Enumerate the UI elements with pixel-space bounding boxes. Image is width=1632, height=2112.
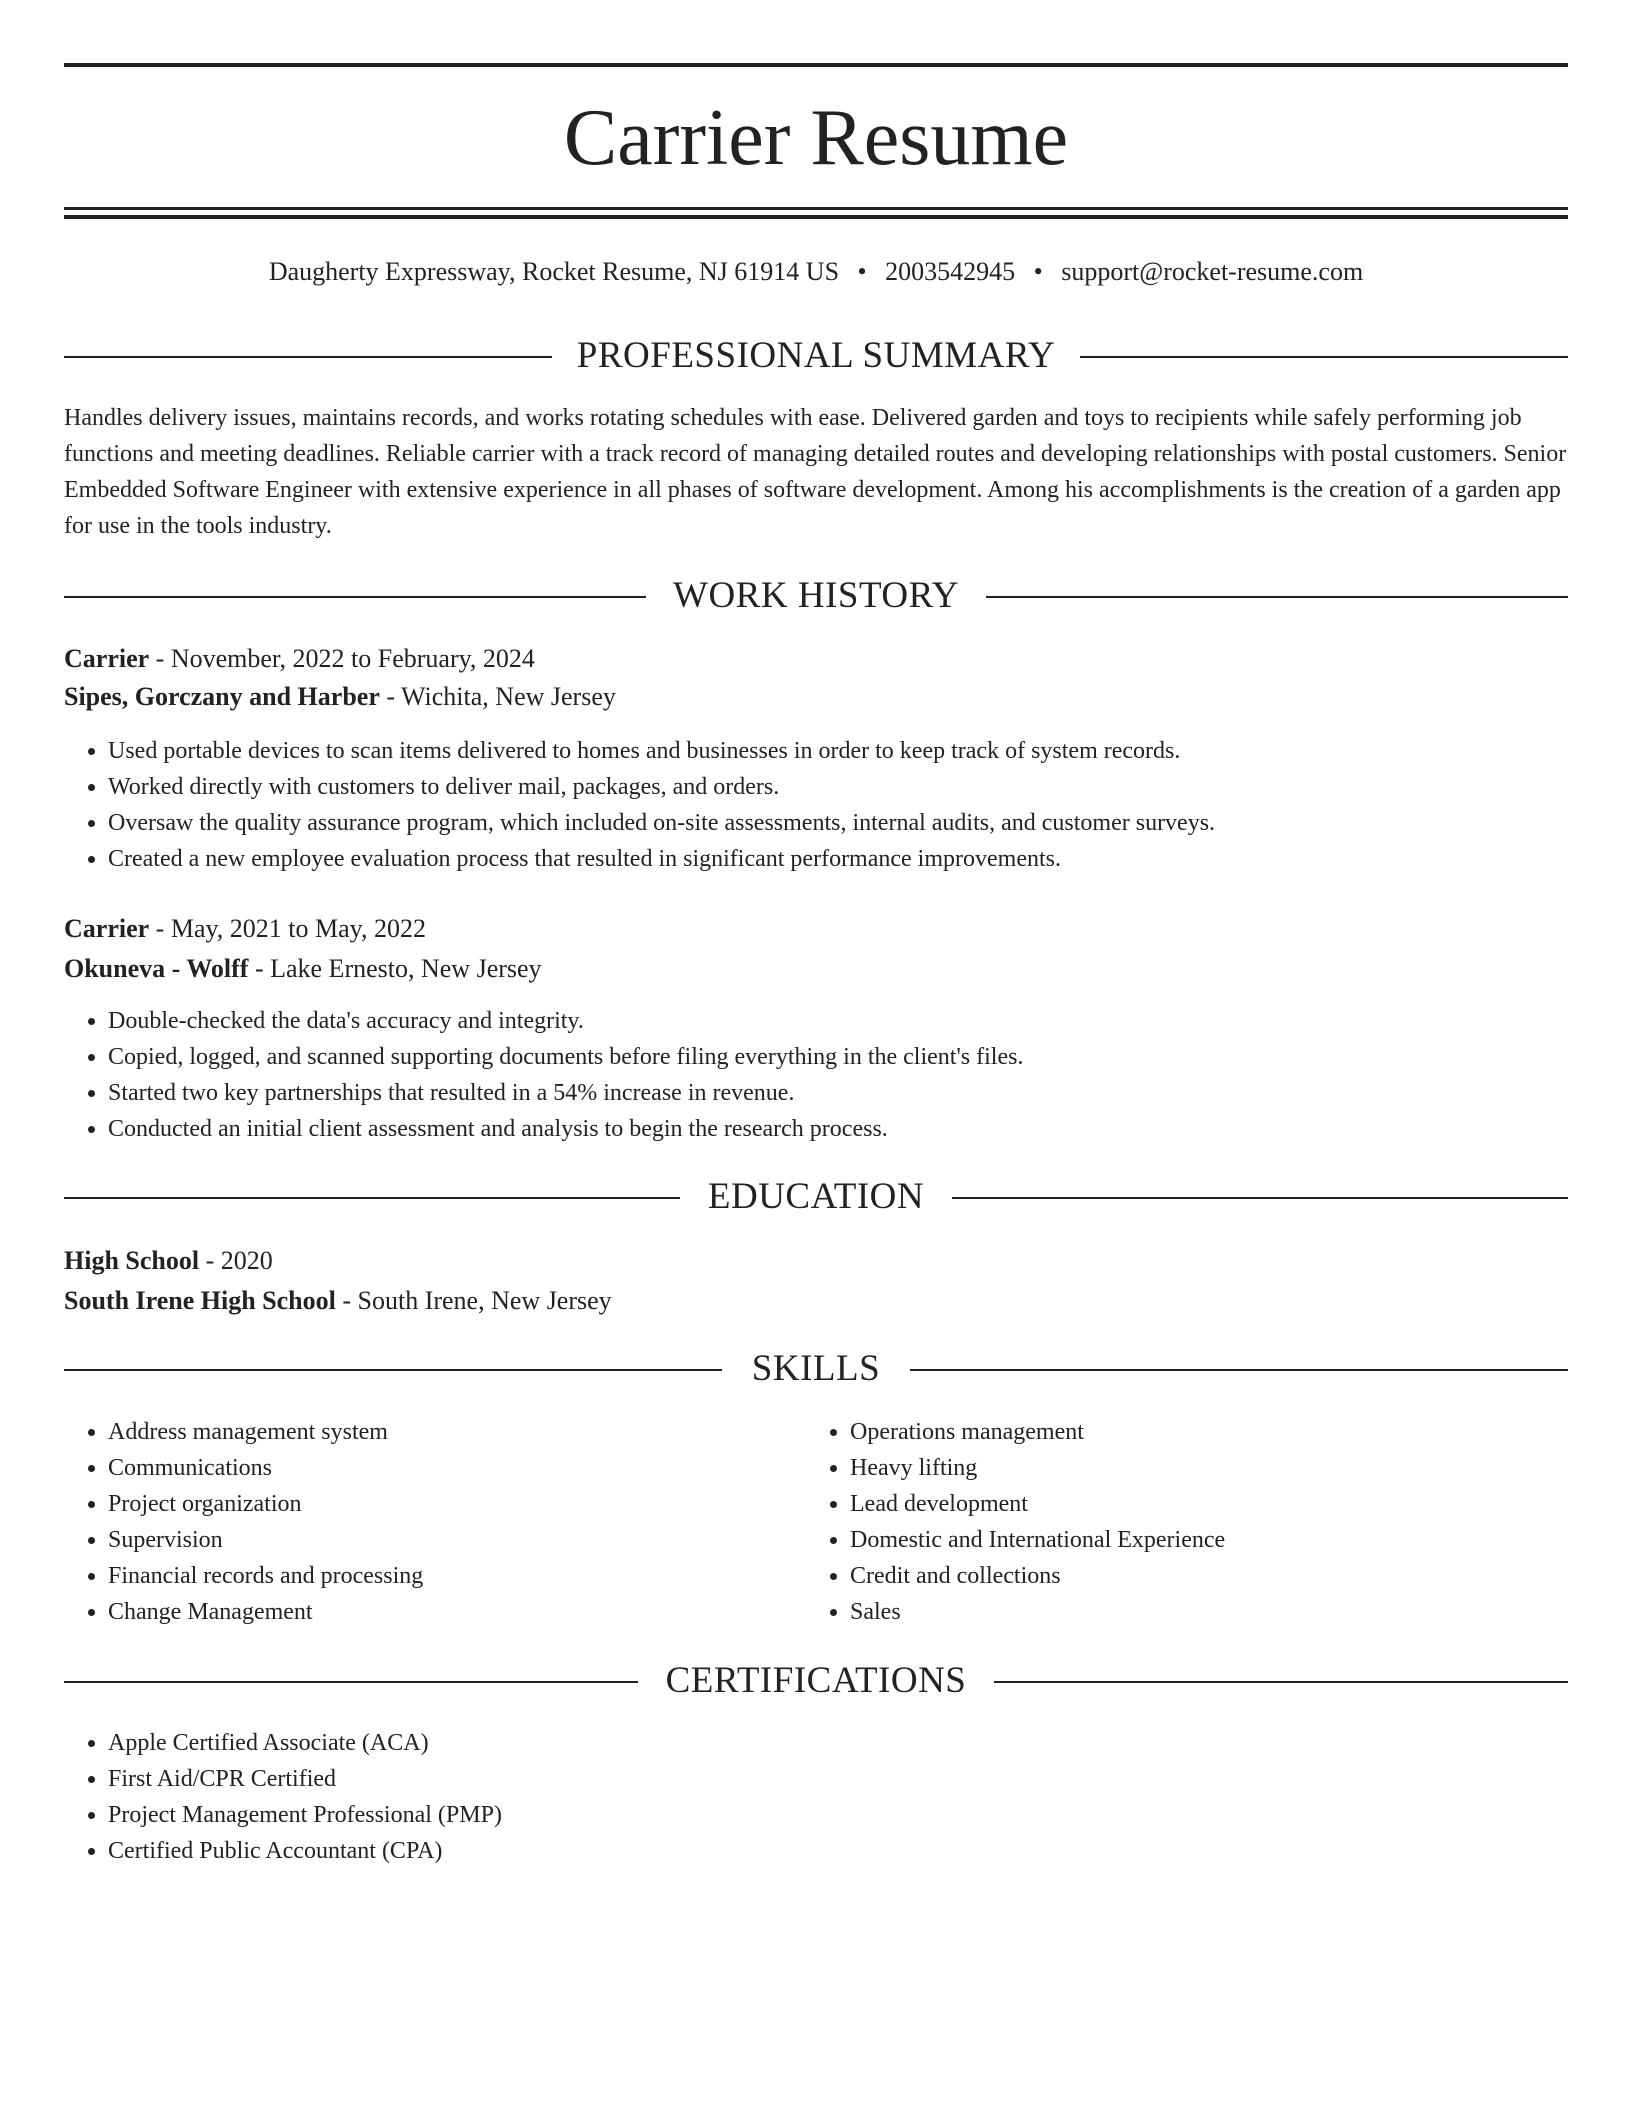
job-dates: - November, 2022 to February, 2024: [149, 644, 535, 673]
certifications-list: [64, 1725, 502, 1869]
list-item: • Oversaw the quality assurance program, which included on-site assessments, internal audits, and customer surveys.: [108, 805, 1215, 841]
job-bullets: [64, 733, 1215, 877]
contact-address: Daugherty Expressway, Rocket Resume, NJ 61914 US: [268, 257, 840, 286]
list-item: • Double-checked the data's accuracy and integrity.: [108, 1003, 1023, 1039]
list-item: • Apple Certified Associate (ACA): [108, 1725, 502, 1761]
section-rule-right: [994, 1681, 1568, 1683]
contact-separator: •: [857, 257, 867, 286]
list-item: • Sales: [850, 1594, 1225, 1630]
section-rule-right: [1080, 356, 1568, 358]
job-company: Sipes, Gorczany and Harber: [64, 682, 380, 711]
contact-separator: •: [1033, 257, 1043, 286]
contact-line: [8, 254, 1624, 290]
education-degree: High School: [64, 1246, 200, 1275]
job-location: - Lake Ernesto, New Jersey: [248, 954, 542, 983]
list-item: • Communications: [108, 1450, 423, 1486]
list-item: • Copied, logged, and scanned supporting documents before filing everything in the client's files.: [108, 1039, 1023, 1075]
list-item: • Operations management: [850, 1414, 1225, 1450]
section-header-skills: [64, 1347, 1568, 1391]
job-company: Okuneva - Wolff: [64, 954, 249, 983]
education-location: - South Irene, New Jersey: [335, 1286, 612, 1315]
list-item: • Financial records and processing: [108, 1558, 423, 1594]
section-header-education: [64, 1175, 1568, 1219]
list-item: • Used portable devices to scan items delivered to homes and businesses in order to keep track of system records.: [108, 733, 1215, 769]
contact-phone: 2003542945: [885, 257, 1016, 286]
list-item: • Project Management Professional (PMP): [108, 1797, 502, 1833]
section-title-education: EDUCATION: [707, 1176, 925, 1217]
section-title-work: WORK HISTORY: [673, 575, 959, 616]
job-location: - Wichita, New Jersey: [379, 682, 616, 711]
job-bullets: [64, 1003, 1023, 1147]
header-double-rule-lower: [64, 215, 1568, 219]
list-item: • Supervision: [108, 1522, 423, 1558]
header-double-rule-upper: [64, 207, 1568, 210]
section-title-certifications: CERTIFICATIONS: [665, 1660, 967, 1701]
education-degree-line: [64, 1243, 273, 1279]
job-dates: - May, 2021 to May, 2022: [149, 914, 426, 943]
skills-list-left: [64, 1414, 423, 1630]
education-year: - 2020: [199, 1246, 273, 1275]
list-item: • Worked directly with customers to deliver mail, packages, and orders.: [108, 769, 1215, 805]
section-header-certifications: [64, 1659, 1568, 1703]
list-item: • First Aid/CPR Certified: [108, 1761, 502, 1797]
page-title: Carrier Resume: [563, 94, 1069, 182]
education-school-line: [64, 1283, 612, 1319]
section-header-work: [64, 574, 1568, 618]
section-rule-right: [910, 1369, 1568, 1371]
section-header-summary: [64, 334, 1568, 378]
list-item: • Certified Public Accountant (CPA): [108, 1833, 502, 1869]
contact-email: support@rocket-resume.com: [1061, 257, 1364, 286]
list-item: • Project organization: [108, 1486, 423, 1522]
header-top-rule: [64, 63, 1568, 67]
list-item: • Conducted an initial client assessment and analysis to begin the research process.: [108, 1111, 1023, 1147]
list-item: • Created a new employee evaluation process that resulted in significant performance improvements.: [108, 841, 1215, 877]
job-title: Carrier: [64, 914, 150, 943]
section-title-skills: SKILLS: [751, 1348, 881, 1389]
skills-list-right: [806, 1414, 1225, 1630]
list-item: • Domestic and International Experience: [850, 1522, 1225, 1558]
education-school: South Irene High School: [64, 1286, 336, 1315]
job-title-line: [64, 911, 426, 947]
job-title-line: [64, 641, 535, 677]
job-company-line: [64, 679, 616, 715]
section-rule-right: [952, 1197, 1568, 1199]
summary-text: Handles delivery issues, maintains records, and works rotating schedules with ease. Delivered garden and toys to recipients while safely performing job functions and meeting deadlines. Reliable carrier with a track record of managing detailed routes and developing relationships with postal customers. Senior Embedded Software Engineer with extensive experience in all phases of software development. Among his accomplishments is the creation of a garden app for use in the tools industry.: [64, 405, 1567, 539]
section-title-summary: PROFESSIONAL SUMMARY: [576, 335, 1056, 376]
list-item: • Change Management: [108, 1594, 423, 1630]
list-item: • Address management system: [108, 1414, 423, 1450]
section-rule-right: [986, 596, 1568, 598]
job-company-line: [64, 951, 542, 987]
job-title: Carrier: [64, 644, 150, 673]
list-item: • Lead development: [850, 1486, 1225, 1522]
list-item: • Started two key partnerships that resulted in a 54% increase in revenue.: [108, 1075, 1023, 1111]
list-item: • Heavy lifting: [850, 1450, 1225, 1486]
list-item: • Credit and collections: [850, 1558, 1225, 1594]
